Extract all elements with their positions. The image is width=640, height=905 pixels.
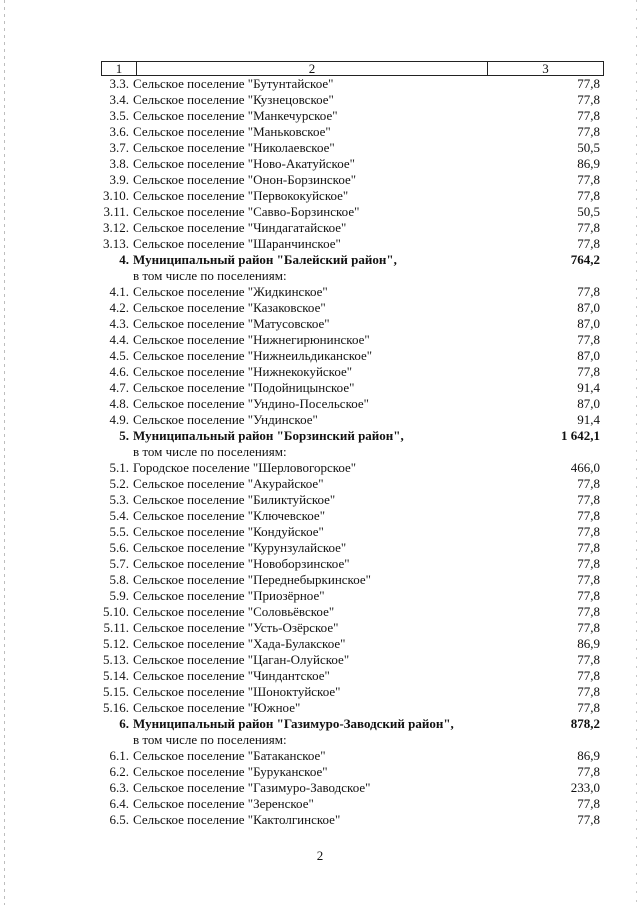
row-name: Сельское поселение "Нижнегирюнинское" [133,332,370,347]
table-body [101,76,604,828]
row-value [529,444,600,460]
row-number: 5.5. [109,524,129,539]
row-name: Сельское поселение "Нижнекокуйское" [133,364,353,379]
row-number: 5.9. [109,588,129,603]
row-name: Сельское поселение "Николаевское" [133,140,335,155]
row-number [101,268,133,284]
row-name: Сельское поселение "Онон-Борзинское" [133,172,357,187]
row-value [529,732,600,748]
row-name: Сельское поселение "Ундино-Посельское" [133,396,369,411]
row-name: Сельское поселение "Газимуро-Заводское" [133,780,371,795]
row-name: Муниципальный район "Газимуро-Заводский район", [133,716,454,731]
row-name: Сельское поселение "Соловьёвское" [133,604,335,619]
row-number: 6. [119,716,129,731]
table-row [101,524,604,540]
row-value: 87,0 [577,316,600,331]
row-number: 4.3. [109,316,129,331]
row-number: 5.4. [109,508,129,523]
row-number: 5.12. [103,636,129,651]
row-name: Городское поселение "Шерловогорское" [133,460,357,475]
row-value: 77,8 [577,76,600,91]
row-value: 77,8 [577,332,600,347]
page-edge-left [4,0,5,905]
row-number: 3.9. [109,172,129,187]
table-row [101,156,604,172]
subheading-row [101,732,604,748]
row-name: Сельское поселение "Первококуйское" [133,188,349,203]
table-row [101,604,604,620]
table-row [101,700,604,716]
row-name: Сельское поселение "Подойницынское" [133,380,355,395]
row-number: 5.3. [109,492,129,507]
row-value: 77,8 [577,172,600,187]
row-value: 77,8 [577,188,600,203]
row-number: 3.3. [109,76,129,91]
row-number: 3.12. [103,220,129,235]
district-row [101,428,604,444]
table-row [101,540,604,556]
row-name: в том числе по поселениям: [133,268,287,283]
row-value: 77,8 [577,540,600,555]
header-col-1: 1 [102,62,137,75]
row-number: 5.16. [103,700,129,715]
row-value: 77,8 [577,764,600,779]
row-number: 3.5. [109,108,129,123]
table-row [101,316,604,332]
table-row [101,172,604,188]
row-value: 77,8 [577,524,600,539]
row-value: 77,8 [577,604,600,619]
row-name: Муниципальный район "Борзинский район", [133,428,404,443]
table-row [101,220,604,236]
row-value: 86,9 [577,748,600,763]
table-row [101,332,604,348]
table-row [101,492,604,508]
row-number: 3.6. [109,124,129,139]
row-value: 86,9 [577,156,600,171]
row-name: Муниципальный район "Балейский район", [133,252,397,267]
row-name: в том числе по поселениям: [133,732,287,747]
table-row [101,572,604,588]
row-value: 77,8 [577,236,600,251]
row-value: 77,8 [577,508,600,523]
table-row [101,780,604,796]
row-name: Сельское поселение "Новоборзинское" [133,556,350,571]
row-number: 4. [119,252,129,267]
row-name: Сельское поселение "Биликтуйское" [133,492,336,507]
row-value: 466,0 [570,460,600,475]
row-value: 50,5 [577,140,600,155]
header-col-2: 2 [137,62,488,75]
row-number: 3.10. [103,188,129,203]
table-row [101,588,604,604]
table-row [101,236,604,252]
row-number: 5.1. [109,460,129,475]
row-value: 77,8 [577,700,600,715]
row-name: Сельское поселение "Усть-Озёрское" [133,620,339,635]
row-number: 3.8. [109,156,129,171]
row-value: 50,5 [577,204,600,219]
table-row [101,748,604,764]
page-edge-right [636,0,637,905]
row-name: Сельское поселение "Переднебыркинское" [133,572,371,587]
row-number: 5. [119,428,129,443]
row-value: 77,8 [577,124,600,139]
row-name: Сельское поселение "Цаган-Олуйское" [133,652,350,667]
row-number: 6.2. [109,764,129,779]
row-value: 87,0 [577,348,600,363]
row-name: Сельское поселение "Ундинское" [133,412,318,427]
row-value: 86,9 [577,636,600,651]
row-number: 6.1. [109,748,129,763]
row-name: Сельское поселение "Шоноктуйское" [133,684,341,699]
row-name: Сельское поселение "Манкечурское" [133,108,338,123]
row-name: Сельское поселение "Буруканское" [133,764,328,779]
table-row [101,636,604,652]
row-name: Сельское поселение "Чиндантское" [133,668,330,683]
table-row [101,124,604,140]
table-row [101,204,604,220]
row-number: 6.4. [109,796,129,811]
row-number: 5.13. [103,652,129,667]
row-name: Сельское поселение "Приозёрное" [133,588,325,603]
row-number: 5.14. [103,668,129,683]
row-number: 5.8. [109,572,129,587]
table-row [101,396,604,412]
row-number: 4.5. [109,348,129,363]
row-value: 77,8 [577,284,600,299]
row-value: 77,8 [577,92,600,107]
row-number: 3.7. [109,140,129,155]
row-value: 87,0 [577,300,600,315]
row-name: Сельское поселение "Ново-Акатуйское" [133,156,355,171]
row-value: 77,8 [577,492,600,507]
row-number: 5.15. [103,684,129,699]
row-name: Сельское поселение "Матусовское" [133,316,330,331]
row-name: Сельское поселение "Нижнеильдиканское" [133,348,373,363]
row-name: Сельское поселение "Жидкинское" [133,284,328,299]
row-number: 4.2. [109,300,129,315]
row-value: 77,8 [577,684,600,699]
row-number: 5.10. [103,604,129,619]
row-number: 5.2. [109,476,129,491]
table-row [101,652,604,668]
row-number: 3.13. [103,236,129,251]
row-number: 3.11. [103,204,129,219]
row-number: 5.11. [103,620,129,635]
row-value [529,268,600,284]
table-row [101,140,604,156]
row-name: Сельское поселение "Ключевское" [133,508,326,523]
row-number: 4.1. [109,284,129,299]
row-name: Сельское поселение "Маньковское" [133,124,331,139]
row-number [101,732,133,748]
row-number [101,444,133,460]
row-name: Сельское поселение "Шаранчинское" [133,236,341,251]
row-name: Сельское поселение "Акурайское" [133,476,324,491]
row-name: Сельское поселение "Кузнецовское" [133,92,334,107]
table-row [101,476,604,492]
row-value: 77,8 [577,588,600,603]
row-value: 77,8 [577,364,600,379]
row-value: 77,8 [577,620,600,635]
row-number: 6.3. [109,780,129,795]
row-number: 5.6. [109,540,129,555]
table-row [101,92,604,108]
row-number: 3.4. [109,92,129,107]
table-header-row [101,61,604,76]
row-number: 4.4. [109,332,129,347]
table-row [101,300,604,316]
row-value: 878,2 [570,716,600,731]
table-row [101,188,604,204]
row-value: 764,2 [570,252,600,267]
row-name: Сельское поселение "Казаковское" [133,300,326,315]
row-name: Сельское поселение "Курунзулайское" [133,540,347,555]
table-row [101,796,604,812]
district-row [101,716,604,732]
row-name: Сельское поселение "Южное" [133,700,301,715]
subheading-row [101,268,604,284]
row-name: Сельское поселение "Кондуйское" [133,524,324,539]
table-row [101,556,604,572]
table-row [101,284,604,300]
table-row [101,508,604,524]
row-name: в том числе по поселениям: [133,444,287,459]
row-number: 4.7. [109,380,129,395]
table-row [101,380,604,396]
row-number: 4.6. [109,364,129,379]
row-name: Сельское поселение "Батаканское" [133,748,326,763]
row-value: 87,0 [577,396,600,411]
header-col-3: 3 [542,61,549,76]
subheading-row [101,444,604,460]
table-row [101,348,604,364]
row-value: 77,8 [577,572,600,587]
table-row [101,620,604,636]
row-number: 4.8. [109,396,129,411]
row-value: 91,4 [577,412,600,427]
row-value: 1 642,1 [561,428,600,443]
allocation-table [101,61,604,828]
row-name: Сельское поселение "Бутунтайское" [133,76,334,91]
district-row [101,252,604,268]
row-value: 77,8 [577,476,600,491]
page-number: 2 [316,848,324,863]
row-name: Сельское поселение "Кактолгинское" [133,812,341,827]
row-value: 77,8 [577,668,600,683]
row-value: 77,8 [577,556,600,571]
table-row [101,460,604,476]
table-row [101,364,604,380]
table-row [101,412,604,428]
table-row [101,764,604,780]
table-row [101,76,604,92]
row-value: 77,8 [577,812,600,827]
row-value: 77,8 [577,652,600,667]
row-value: 77,8 [577,220,600,235]
table-row [101,668,604,684]
row-number: 4.9. [109,412,129,427]
row-name: Сельское поселение "Чиндагатайское" [133,220,347,235]
row-value: 77,8 [577,796,600,811]
row-name: Сельское поселение "Хада-Булакское" [133,636,346,651]
table-row [101,812,604,828]
row-value: 77,8 [577,108,600,123]
row-name: Сельское поселение "Савво-Борзинское" [133,204,360,219]
row-number: 6.5. [109,812,129,827]
table-row [101,108,604,124]
table-row [101,684,604,700]
row-name: Сельское поселение "Зеренское" [133,796,314,811]
row-value: 233,0 [570,780,600,795]
row-value: 91,4 [577,380,600,395]
row-number: 5.7. [109,556,129,571]
